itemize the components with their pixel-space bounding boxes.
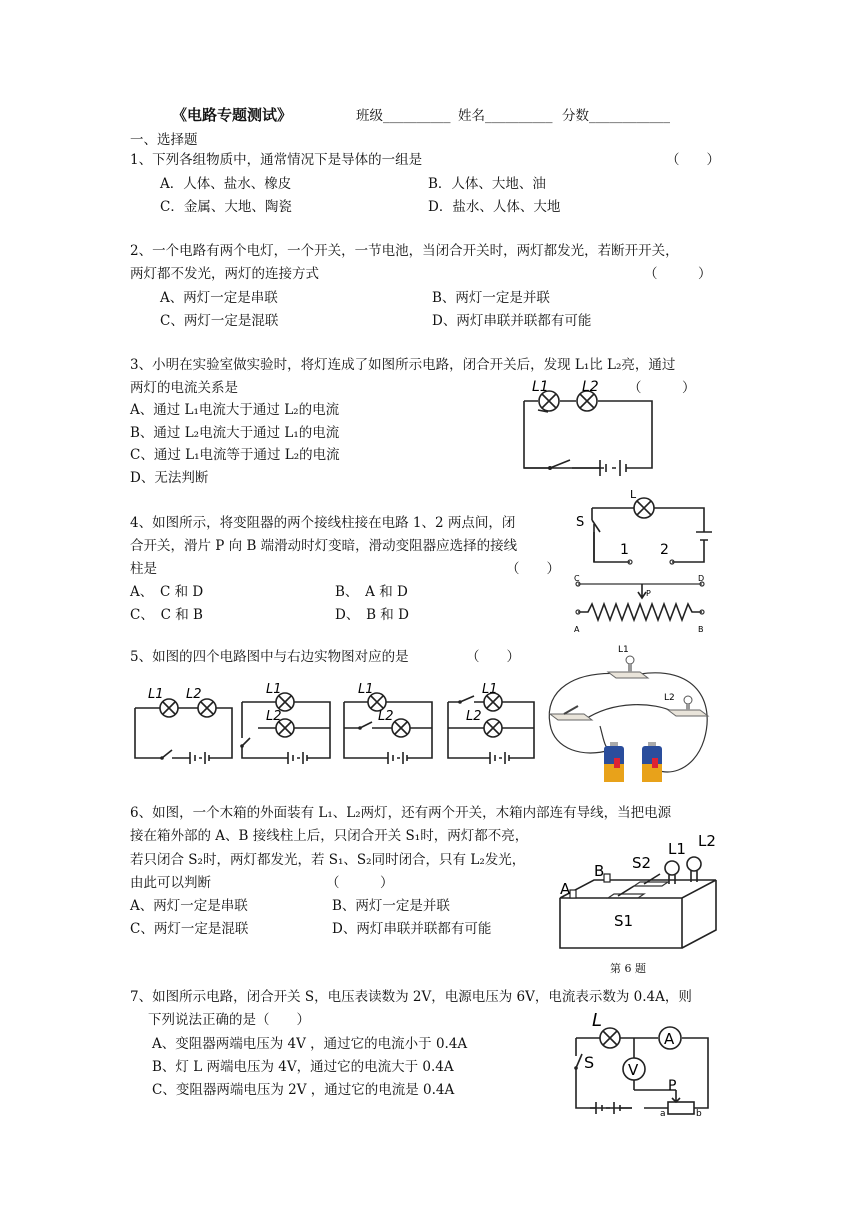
q3-option-a: A、通过 L₁电流大于通过 L₂的电流 [130, 402, 340, 418]
q4-switch [592, 508, 600, 562]
name-field: 姓名__________ [458, 108, 553, 124]
q5-switch-board [550, 706, 592, 720]
q6-label-a: A [560, 880, 571, 898]
q6-label-s2: S2 [632, 854, 652, 872]
q5-circuit-1 [135, 687, 232, 764]
q4-label-l: L [630, 488, 637, 501]
q7-voltmeter [623, 1058, 645, 1080]
q1-option-d: D．盐水、人体、大地 [428, 199, 561, 215]
q4-label-a: A [574, 625, 580, 634]
q5-circuit-4 [448, 682, 534, 764]
q5-c2-label-l1: L1 [266, 682, 282, 697]
page-title: 《电路专题测试》 [172, 106, 293, 124]
q5-c1-label-l2: L2 [186, 687, 202, 702]
q6-box-figure [554, 832, 724, 950]
q5-c3-label-l2: L2 [378, 709, 394, 724]
score-field: 分数____________ [562, 108, 670, 124]
q6-option-a: A、两灯一定是串联 [130, 898, 248, 914]
q6-answer-paren: （ ） [326, 875, 394, 891]
q1-option-a: A．人体、盐水、橡皮 [160, 176, 292, 192]
q6-stem-line4: 由此可以判断 [130, 875, 211, 891]
q7-label-b: b [696, 1109, 702, 1119]
q6-label-b: B [594, 862, 605, 880]
q3-circuit-diagram [520, 379, 660, 474]
q4-label-2: 2 [660, 542, 669, 558]
q5-physical-circuit [544, 640, 716, 790]
q6-option-c: C、两灯一定是混联 [130, 921, 249, 937]
q5-c4-label-l1: L1 [482, 682, 498, 697]
q4-rheostat [576, 582, 704, 620]
q5-option-circuits [132, 684, 542, 764]
q7-label-l: L [592, 1010, 603, 1031]
q6-lamp-l2 [687, 857, 701, 882]
q5-c1-label-l1: L1 [148, 687, 164, 702]
q4-label-b: B [698, 625, 704, 634]
q4-option-b: B、 A 和 D [335, 584, 408, 600]
q7-switch [574, 1054, 582, 1070]
q4-stem-line1: 4、如图所示，将变阻器的两个接线柱接在电路 1、2 两点间，闭 [130, 515, 516, 531]
q6-figure-caption: 第 6 题 [610, 962, 646, 975]
q4-label-1: 1 [620, 542, 629, 558]
q4-rheostat-circuit [572, 486, 716, 638]
q7-stem-line2: 下列说法正确的是（ ） [148, 1012, 310, 1028]
q5-c4-label-l2: L2 [466, 709, 482, 724]
q6-stem-line3: 若只闭合 S₂时，两灯都发光，若 S₁、S₂同时闭合，只有 L₂发光， [130, 852, 526, 868]
q3-answer-paren: （ ） [628, 380, 696, 396]
q1-option-c: C．金属、大地、陶瓷 [160, 199, 292, 215]
q6-label-l1: L1 [668, 840, 686, 858]
q4-lamp-l [634, 498, 654, 518]
q6-switch-s1 [608, 886, 644, 898]
q1-stem: 1、下列各组物质中，通常情况下是导体的一组是 [130, 152, 423, 168]
q7-ammeter [659, 1027, 681, 1049]
q3-option-b: B、通过 L₂电流大于通过 L₁的电流 [130, 425, 340, 441]
q4-answer-paren: （ ） [506, 561, 560, 577]
section-heading: 一、选择题 [130, 132, 198, 148]
q6-label-l2: L2 [698, 832, 716, 850]
q7-stem-line1: 7、如图所示电路，闭合开关 S，电压表读数为 2V，电源电压为 6V，电流表示数为 0.4A，则 [130, 989, 692, 1005]
q2-stem-line1: 2、一个电路有两个电灯，一个开关，一节电池，当闭合开关时，两灯都发光，若断开开关， [130, 243, 679, 259]
q4-label-s: S [576, 515, 585, 530]
q7-circuit-diagram [570, 1010, 720, 1119]
q4-option-d: D、 B 和 D [335, 607, 409, 623]
q3-label-l1: L1 [532, 379, 549, 395]
q2-answer-paren: （ ） [644, 266, 712, 282]
q4-option-a: A、 C 和 D [130, 584, 204, 600]
q6-stem-line2: 接在箱外部的 A、B 接线柱上后，只闭合开关 S₁时，两灯都不亮， [130, 828, 529, 844]
q4-label-c: C [574, 574, 580, 583]
q6-terminal-a [570, 890, 576, 898]
q5-lamp-l1-board [608, 656, 648, 678]
q6-stem-line1: 6、如图，一个木箱的外面装有 L₁、L₂两灯，还有两个开关，木箱内部连有导线，当把电源 [130, 805, 672, 821]
q2-option-b: B、两灯一定是并联 [432, 290, 550, 306]
q4-stem-line2: 合开关，滑片 P 向 B 端滑动时灯变暗，滑动变阻器应选择的接线 [130, 538, 518, 554]
q3-label-l2: L2 [582, 379, 599, 395]
q5-batteries [604, 742, 662, 782]
q1-option-b: B．人体、大地、油 [428, 176, 546, 192]
q4-battery [696, 532, 712, 540]
q5-c2-label-l2: L2 [266, 709, 282, 724]
q5-c3-label-l1: L1 [358, 682, 374, 697]
q6-wooden-box [560, 880, 716, 948]
q3-option-d: D、无法判断 [130, 470, 209, 486]
q5-circuit-2 [240, 682, 330, 764]
q5-circuit-3 [344, 682, 432, 764]
q7-label-p: P [668, 1078, 677, 1094]
q1-answer-paren: （ ） [666, 152, 720, 168]
q4-label-p: P [646, 589, 651, 598]
q3-stem-line1: 3、小明在实验室做实验时，将灯连成了如图所示电路，闭合开关后，发现 L₁比 L₂亮，通过 [130, 357, 676, 373]
q2-stem-line2: 两灯都不发光，两灯的连接方式 [130, 266, 319, 282]
q5-answer-paren: （ ） [466, 649, 520, 665]
q7-option-a: A、变阻器两端电压为 4V ，通过它的电流小于 0.4A [152, 1036, 468, 1052]
q5-real-label-l2: L2 [664, 693, 675, 703]
q7-ammeter-label: A [664, 1030, 675, 1048]
q7-label-a: a [660, 1109, 666, 1119]
class-field: 班级__________ [356, 108, 451, 124]
q2-option-a: A、两灯一定是串联 [160, 290, 278, 306]
q6-terminal-b [604, 874, 610, 882]
q7-lamp-l [600, 1028, 620, 1048]
q4-label-d: D [698, 574, 705, 583]
q5-stem: 5、如图的四个电路图中与右边实物图对应的是 [130, 649, 409, 665]
q2-option-c: C、两灯一定是混联 [160, 313, 279, 329]
q4-option-c: C、 C 和 B [130, 607, 203, 623]
q3-option-c: C、通过 L₁电流等于通过 L₂的电流 [130, 447, 340, 463]
q4-stem-line3: 柱是 [130, 561, 157, 577]
q2-option-d: D、两灯串联并联都有可能 [432, 313, 592, 329]
q6-option-b: B、两灯一定是并联 [332, 898, 450, 914]
q7-option-c: C、变阻器两端电压为 2V ，通过它的电流是 0.4A [152, 1082, 455, 1098]
q3-stem-line2: 两灯的电流关系是 [130, 380, 238, 396]
q6-label-s1: S1 [614, 912, 634, 930]
q7-option-b: B、灯 L 两端电压为 4V，通过它的电流大于 0.4A [152, 1059, 454, 1075]
q5-real-label-l1: L1 [618, 645, 629, 655]
q7-label-s: S [584, 1053, 595, 1072]
q6-option-d: D、两灯串联并联都有可能 [332, 921, 492, 937]
q7-voltmeter-label: V [628, 1061, 639, 1079]
